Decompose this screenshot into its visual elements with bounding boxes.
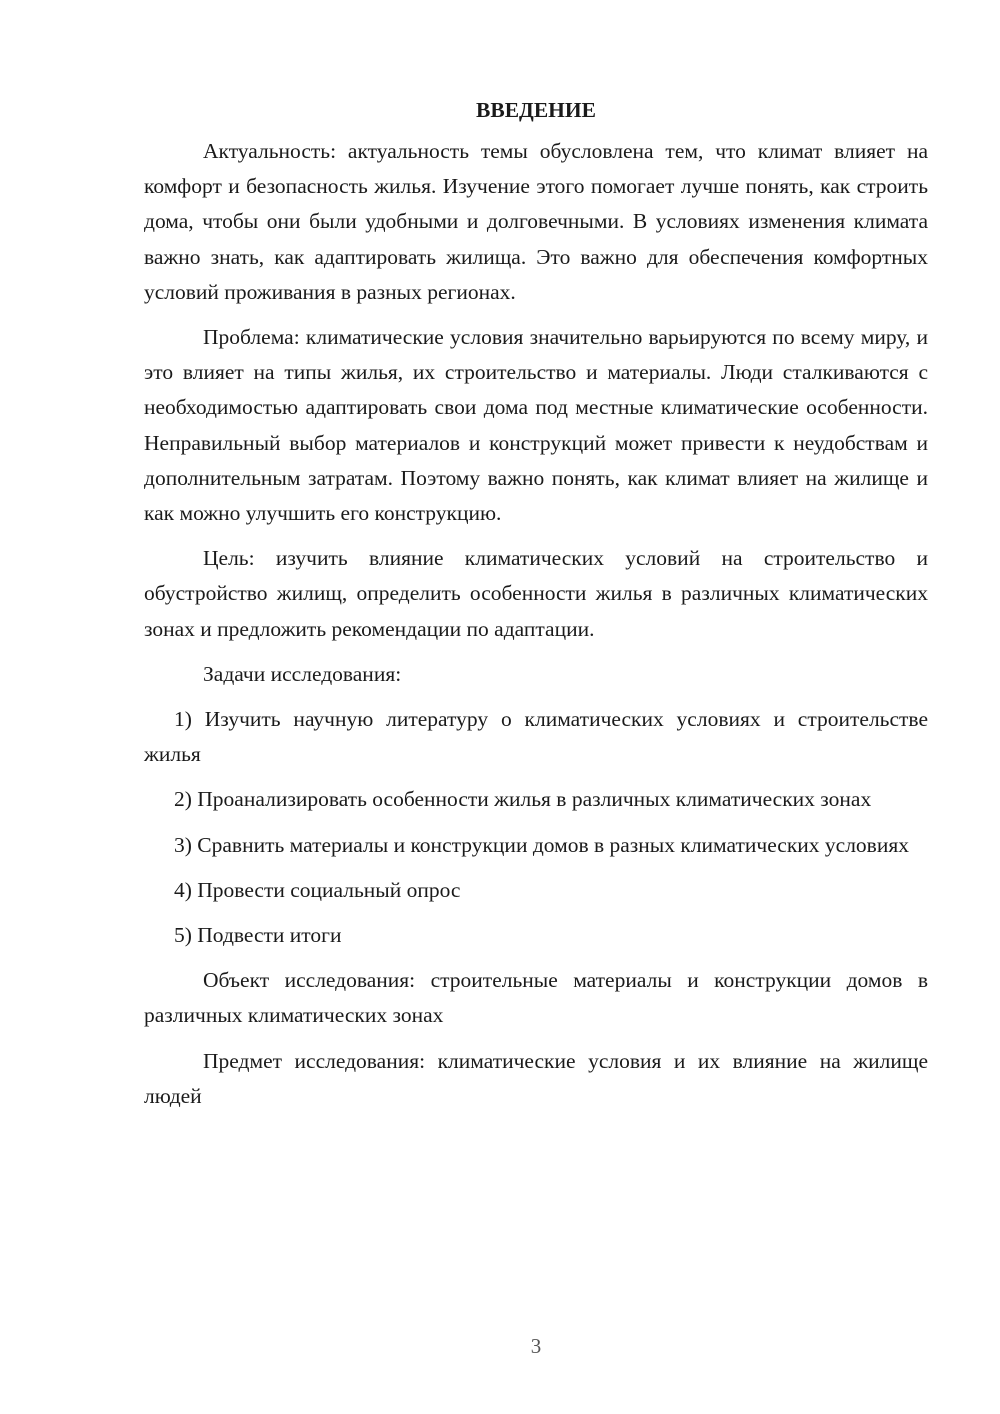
document-page xyxy=(144,92,928,1114)
problem-paragraph: Проблема: климатические условия значительно варьируются по всему миру, и это влияет на типы жилья, их строительство и материалы. Люди сталкиваются с необходимостью адаптировать свои дома под местные климатические особенности. Неправильный выбор материалов и конструкций может привести к неудобствам и дополнительным затратам. Поэтому важно понять, как климат влияет на жилище и как можно улучшить его конструкцию. xyxy=(144,325,928,526)
relevance-paragraph: Актуальность: актуальность темы обусловлена тем, что климат влияет на комфорт и безопасность жилья. Изучение этого помогает лучше понять, как строить дома, чтобы они были удобными и долговечными. В условиях изменения климата важно знать, как адаптировать жилища. Это важно для обеспечения комфортных условий проживания в разных регионах. xyxy=(144,139,928,304)
subject-paragraph: Предмет исследования: климатические условия и их влияние на жилище людей xyxy=(144,1048,928,1108)
page-title: ВВЕДЕНИЕ xyxy=(476,98,596,122)
goal-paragraph: Цель: изучить влияние климатических условий на строительство и обустройство жилищ, определить особенности жилья в различных климатических зонах и предложить рекомендации по адаптации. xyxy=(144,546,928,641)
task-item-1: 1) Изучить научную литературу о климатических условиях и строительстве жилья xyxy=(144,707,928,767)
page-number: 3 xyxy=(530,1334,542,1358)
task-item-4: 4) Провести социальный опрос xyxy=(174,877,461,902)
task-item-5: 5) Подвести итоги xyxy=(174,923,342,948)
task-item-3: 3) Сравнить материалы и конструкции домов в разных климатических условиях xyxy=(174,832,909,857)
task-item-2: 2) Проанализировать особенности жилья в различных климатических зонах xyxy=(174,787,872,812)
tasks-heading: Задачи исследования: xyxy=(203,661,402,686)
object-paragraph: Объект исследования: строительные материалы и конструкции домов в различных климатических зонах xyxy=(144,968,928,1028)
